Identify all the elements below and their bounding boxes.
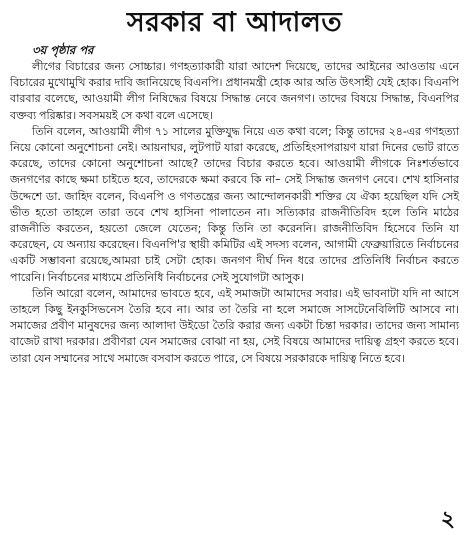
body-paragraph-1: লীগের বিচারের জন্য সোচ্চার। গণহত্যাকারী যারা আদেশ দিয়েছে, তাদের আইনের আওতায় এনে বিচারের মুখোমুখি করার দাবি জানিয়েছে বিএনপি। প্রধানমন্ত্রী হোক আর অতি উৎসাহী যেই হোক। বিএনপি বারবার বলেছে, আওয়ামী লীগ নিষিদ্ধের বিষয়ে সিদ্ধান্ত নেবে জনগণ। তাদের বিষয়ে সিদ্ধান্ত, বিএনপির বক্তব্য পরিষ্কার। সবসময়ই সে কথা বলে এসেছে।	[10, 60, 459, 122]
headline: সরকার বা আদালত	[126, 7, 343, 38]
page-number: ২	[440, 507, 455, 532]
body-paragraph-3: তিনি আরো বলেন, আমাদের ভাবতে হবে, এই সমাজটা আমাদের সবার। এই ভাবনাটা যদি না আসে তাহলে কিছু ইনকুসিভনেস তৈরি হবে না। আর তা তৈরি না হলে সমাজে সাসটেনেবিলিটি আসবে না। সমাজের প্রবীণ মানুষদের জন্য আলাদা উইডো তৈরি করার জন্য একটা চিন্তা দরকার। তাদের জন্য সামান্য বাজেট রাখা দরকার। প্রবীণরা যেন সমাজের বোঝা না হয়, সেই বিষয়ে আমাদের দায়িত্ব গ্রহণ করতে হবে। তারা যেন সম্মানের সাথে সমাজে বসবাস করতে পারে, সে বিষয়ে সরকারকে দায়িত্ব নিতে হবে।	[10, 286, 459, 365]
continued-from-label: ৩য় পৃষ্ঠার পর	[32, 43, 94, 57]
body-paragraph-2: তিনি বলেন, আওয়ামী লীগ ৭১ সালের মুক্তিযুদ্ধ নিয়ে এত কথা বলে; কিন্তু তাদের ২৪-এর গণহত্যা নিয়ে কোনো অনুশোচনা নেই। আয়নাঘর, লুটপাট যারা করেছে, প্রতিহিংসাপরায়ণ যারা দিনের ভোট রাতে করেছে, তাদের কোনো অনুশোচনা আছে? তাদের বিচার করতে হবে। আওয়ামী লীগকে নিঃশর্তভাবে জনগণের কাছে ক্ষমা চাইতে হবে, তাদেরকে ক্ষমা করবে কি না– সেই সিদ্ধান্ত জনগণ নেবে। শেখ হাসিনার উদ্দেশে ডা. জাহিদ বলেন, বিএনপি ও গণতন্ত্রের জন্য আন্দোলনকারী শক্তির যে ঐক্য হয়েছিল যদি সেই ভীত হতো তাহলে তারা তবে শেখ হাসিনা পালাতেন না। সত্যিকার রাজনীতিবিদ হলে তিনি মাঠের রাজনীতি করতেন, হয়তো জেলে যেতেন; কিন্তু তিনি তা করেননি। রাজনীতিবিদ হিসেবে তিনি যা করেছেন, যে অন্যায় করেছেন। বিএনপি'র স্থায়ী কমিটির এই সদস্য বলেন, আগামী ফেব্রুয়ারিতে নির্বাচনের একটি সম্ভাবনা রয়েছে,আমরা চাই সেটা হোক। জনগণ দীর্ঘ দিন ধরে তাদের প্রতিনিধি নির্বাচন করতে পারেনি। নির্বাচনের মাধ্যমে প্রতিনিধি নির্বাচনের সেই সুযোগটা আসুক।	[10, 124, 459, 284]
